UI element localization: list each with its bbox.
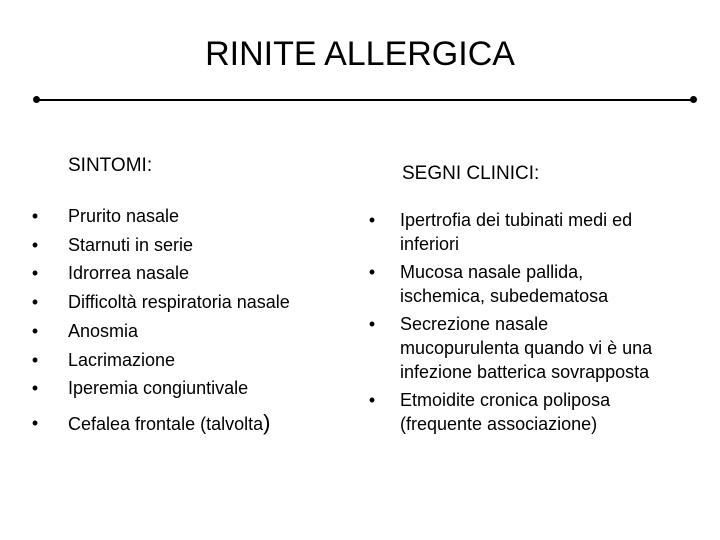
list-item-text: Lacrimazione	[68, 349, 176, 370]
bullet-icon: •	[368, 390, 376, 410]
list-item	[28, 346, 290, 375]
list-item	[366, 388, 666, 436]
bullet-icon: •	[31, 412, 39, 433]
list-item-text: Secrezione nasale mucopurulenta quando vi è una infezione batterica sovrapposta	[400, 314, 653, 382]
closing-paren: )	[263, 409, 271, 435]
bullet-icon: •	[31, 378, 39, 399]
list-item-text: Idrorrea nasale	[68, 263, 190, 284]
list-item-text: Etmoidite cronica poliposa (frequente associazione)	[400, 390, 611, 434]
right-column-heading: SEGNI CLINICI:	[402, 163, 540, 184]
divider-dot-right	[690, 96, 697, 103]
title-divider	[38, 99, 694, 101]
symptoms-list	[28, 202, 290, 439]
divider-dot-left	[33, 96, 40, 103]
list-item-text: Prurito nasale	[68, 206, 180, 226]
bullet-icon: •	[368, 314, 376, 334]
bullet-icon: •	[31, 349, 39, 370]
bullet-icon: •	[31, 320, 39, 341]
list-item-text: Mucosa nasale pallida, ischemica, subedematosa	[400, 262, 609, 306]
list-item	[366, 208, 666, 256]
list-item-text: Ipertrofia dei tubinati medi ed inferiori	[400, 210, 633, 254]
bullet-icon: •	[31, 234, 39, 255]
bullet-icon: •	[31, 292, 39, 313]
clinical-signs-list	[366, 208, 666, 440]
list-item	[366, 260, 666, 308]
list-item	[366, 312, 666, 384]
list-item	[28, 317, 290, 346]
list-item	[28, 374, 290, 403]
list-item	[28, 231, 290, 260]
list-item	[28, 202, 290, 231]
list-item	[28, 409, 290, 439]
bullet-icon: •	[31, 206, 39, 226]
bullet-icon: •	[368, 210, 376, 230]
list-item-text: Iperemia congiuntivale	[68, 378, 249, 399]
left-column-heading: SINTOMI:	[68, 155, 153, 176]
bullet-icon: •	[368, 262, 376, 282]
list-item-text: Starnuti in serie	[68, 234, 194, 255]
list-item	[28, 288, 290, 317]
slide-title: RINITE ALLERGICA	[205, 35, 515, 73]
list-item-text: Difficoltà respiratoria nasale	[68, 292, 290, 313]
list-item	[28, 259, 290, 288]
list-item-text: Anosmia	[68, 320, 139, 341]
bullet-icon: •	[31, 263, 39, 284]
list-item-text: Cefalea frontale (talvolta	[68, 413, 264, 434]
